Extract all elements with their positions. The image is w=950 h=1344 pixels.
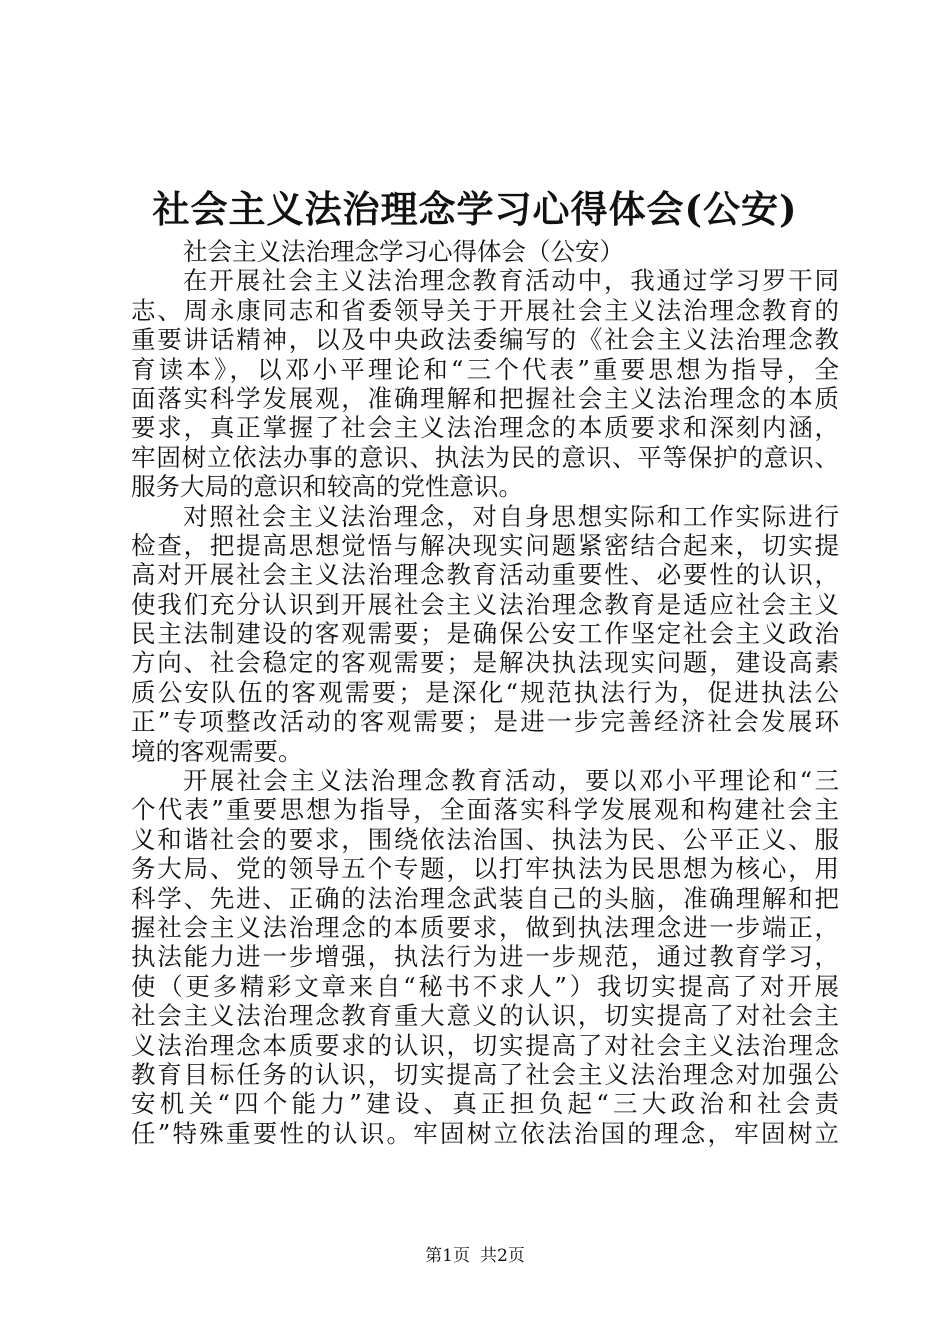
text-line: 育读本》，以邓小平理论和“三个代表”重要思想为指导，全 — [131, 354, 839, 384]
text-line: 要求，真正掌握了社会主义法治理念的本质要求和深刻内涵， — [131, 413, 839, 443]
text-line: 义和谐社会的要求，围绕依法治国、执法为民、公平正义、服 — [131, 824, 839, 854]
text-line: 境的客观需要。 — [131, 736, 303, 766]
text-line: 检查，把提高思想觉悟与解决现实问题紧密结合起来，切实提 — [131, 530, 839, 560]
page-number: 第1页 — [425, 1246, 470, 1266]
text-line: 社会主义法治理念教育重大意义的认识，切实提高了对社会主 — [131, 1001, 839, 1031]
text-line: 志、周永康同志和省委领导关于开展社会主义法治理念教育的 — [131, 295, 839, 325]
text-line: 握社会主义法治理念的本质要求，做到执法理念进一步端正， — [131, 912, 839, 942]
text-line: 义法治理念本质要求的认识，切实提高了对社会主义法治理念 — [131, 1030, 839, 1060]
paragraph-1 — [131, 266, 839, 501]
text-line: 民主法制建设的客观需要；是确保公安工作坚定社会主义政治 — [131, 619, 839, 649]
paragraph-2 — [131, 502, 839, 767]
page-total: 共2页 — [480, 1246, 525, 1266]
text-line: 务大局、党的领导五个专题，以打牢执法为民思想为核心，用 — [131, 854, 839, 884]
text-line: 个代表”重要思想为指导，全面落实科学发展观和构建社会主 — [131, 795, 839, 825]
document-body — [131, 237, 839, 1148]
text-line: 质公安队伍的客观需要；是深化“规范执法行为，促进执法公 — [131, 677, 839, 707]
text-line: 对照社会主义法治理念，对自身思想实际和工作实际进行 — [183, 501, 839, 531]
text-line: 方向、社会稳定的客观需要；是解决执法现实问题，建设高素 — [131, 648, 839, 678]
text-line: 使（更多精彩文章来自“秘书不求人”）我切实提高了对开展 — [131, 971, 839, 1001]
text-line: 面落实科学发展观，准确理解和把握社会主义法治理念的本质 — [131, 383, 839, 413]
text-line: 牢固树立依法办事的意识、执法为民的意识、平等保护的意识、 — [131, 442, 839, 472]
text-line: 高对开展社会主义法治理念教育活动重要性、必要性的认识， — [131, 560, 839, 590]
subtitle-line: 社会主义法治理念学习心得体会（公安） — [183, 237, 624, 266]
paragraph-3 — [131, 766, 839, 1148]
text-line: 使我们充分认识到开展社会主义法治理念教育是适应社会主义 — [131, 589, 839, 619]
text-line: 教育目标任务的认识，切实提高了社会主义法治理念对加强公 — [131, 1059, 839, 1089]
text-line: 服务大局的意识和较高的党性意识。 — [131, 472, 523, 502]
text-line: 在开展社会主义法治理念教育活动中，我通过学习罗干同 — [183, 266, 839, 296]
text-line: 任”特殊重要性的认识。牢固树立依法治国的理念，牢固树立 — [131, 1118, 839, 1148]
text-line: 科学、先进、正确的法治理念武装自己的头脑，准确理解和把 — [131, 883, 839, 913]
text-line: 正”专项整改活动的客观需要；是进一步完善经济社会发展环 — [131, 707, 839, 737]
page-footer — [0, 1244, 950, 1268]
document-title: 社会主义法治理念学习心得体会(公安) — [152, 187, 798, 231]
text-line: 安机关“四个能力”建设、真正担负起“三大政治和社会责 — [131, 1089, 839, 1119]
text-line: 执法能力进一步增强，执法行为进一步规范，通过教育学习， — [131, 942, 839, 972]
text-line: 开展社会主义法治理念教育活动，要以邓小平理论和“三 — [183, 766, 839, 796]
text-line: 重要讲话精神，以及中央政法委编写的《社会主义法治理念教 — [131, 325, 839, 355]
